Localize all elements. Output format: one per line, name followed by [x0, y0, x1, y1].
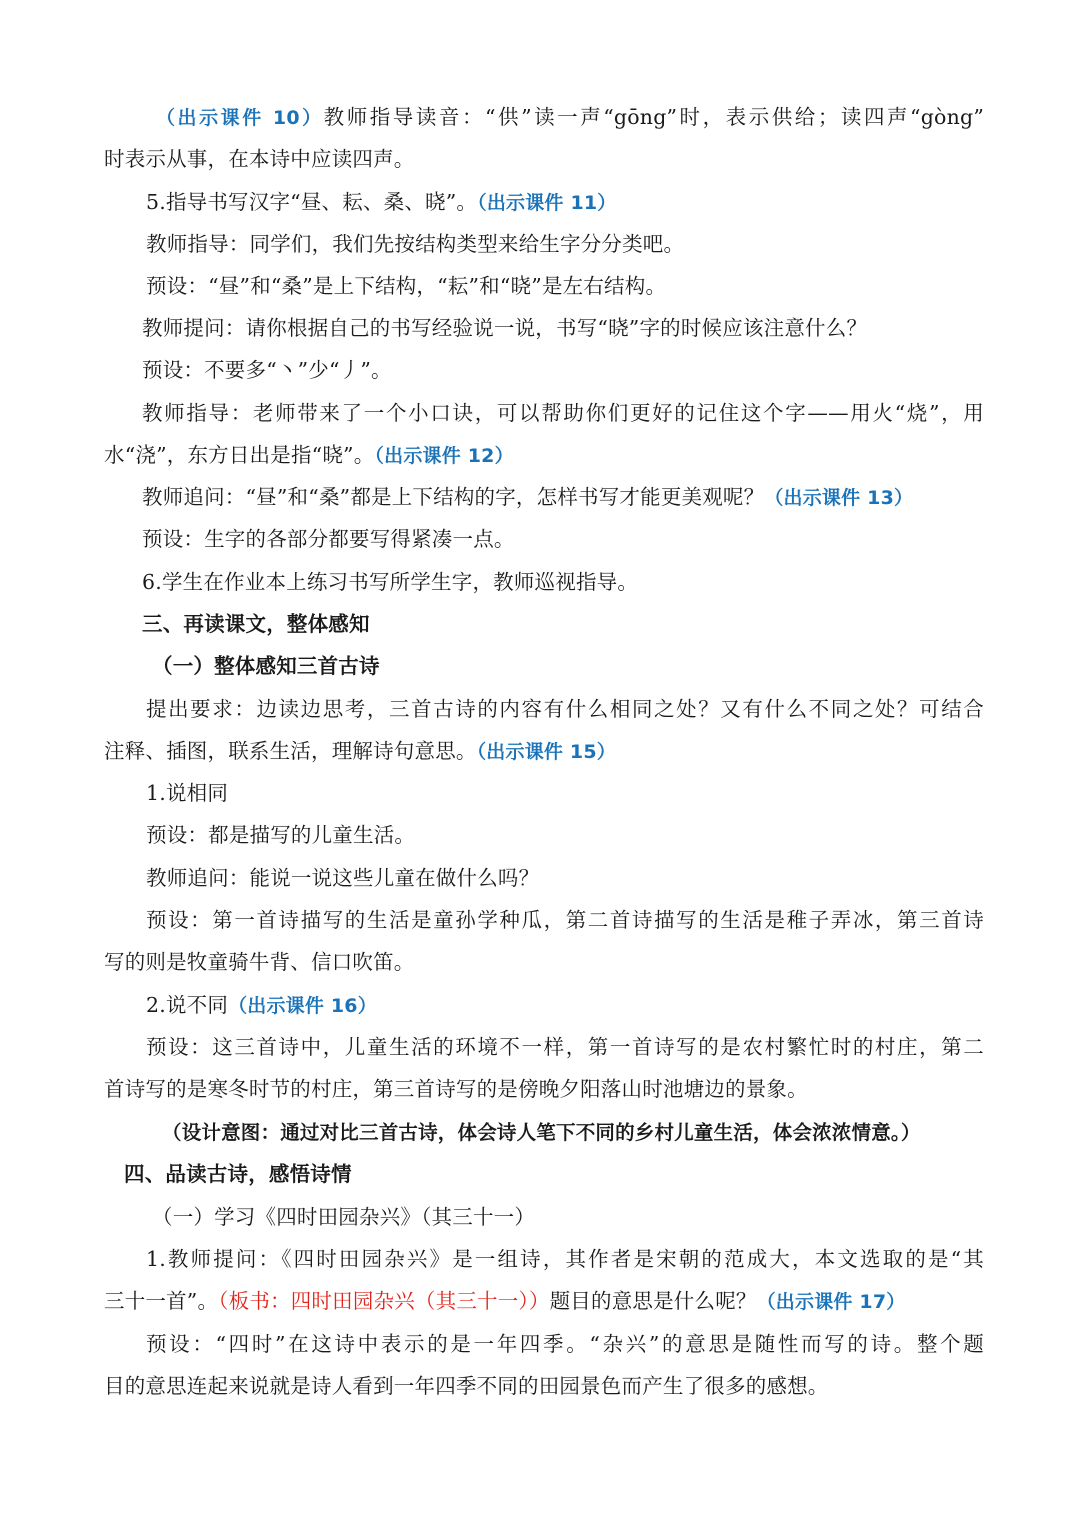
text-segment: （板书：四时田园杂兴（其三十一））: [218, 1289, 550, 1313]
line-11: [104, 518, 1022, 560]
line-4: [104, 223, 1026, 265]
text-segment: 教师追问：“昼”和“桑”都是上下结构的字，怎样书写才能更美观呢？: [142, 485, 765, 509]
text-segment: 教师提问：请你根据自己的书写经验说一说，书写“晓”字的时候应该注意什么？: [142, 316, 868, 340]
line-23: [104, 1026, 984, 1068]
line-2: [104, 138, 984, 180]
line-20: [104, 899, 984, 941]
line-14: [104, 645, 1032, 687]
line-16: [104, 730, 984, 772]
line-12: [104, 561, 1022, 603]
text-segment: 教师指导：老师带来了一个小口诀，可以帮助你们更好的记住这个字——用火“烧”，用: [142, 401, 984, 425]
line-26: [104, 1153, 1004, 1195]
text-segment: 水“浇”，东方日出是指“晓”。: [104, 443, 375, 467]
text-segment: 预设：“四时”在这诗中表示的是一年四季。“杂兴”的意思是随性而写的诗。整个题: [146, 1332, 984, 1356]
text-segment: （一）整体感知三首古诗: [152, 654, 380, 678]
line-6: [104, 307, 1022, 349]
line-3: [104, 181, 1026, 223]
line-17: [104, 772, 1026, 814]
line-28: [104, 1238, 984, 1280]
line-29: [104, 1280, 984, 1322]
text-segment: （出示课件 15）: [476, 741, 616, 763]
text-segment: 2.说不同: [146, 993, 229, 1017]
line-19: [104, 857, 1026, 899]
line-24: [104, 1068, 984, 1110]
text-segment: （出示课件 10）: [156, 107, 324, 129]
text-segment: 教师指导读音：“供”读一声“gōng”时，表示供给；读四声“gòng”: [323, 105, 984, 129]
text-segment: （出示课件 16）: [228, 995, 377, 1017]
line-31: [104, 1365, 984, 1407]
text-segment: 三、再读课文，整体感知: [142, 612, 370, 636]
text-segment: （出示课件 11）: [477, 192, 617, 214]
line-18: [104, 814, 1026, 856]
line-15: [104, 688, 984, 730]
text-segment: （一）学习《四时田园杂兴》（其三十一）: [152, 1205, 536, 1229]
line-7: [104, 349, 1022, 391]
line-22: [104, 984, 1026, 1026]
text-segment: （出示课件 12）: [374, 445, 514, 467]
text-segment: 预设：都是描写的儿童生活。: [146, 823, 416, 847]
text-segment: 注释、插图，联系生活，理解诗句意思。: [104, 739, 477, 763]
text-segment: 预设：第一首诗描写的生活是童孙学种瓜，第二首诗描写的生活是稚子弄冰，第三首诗: [146, 908, 984, 932]
line-13: [104, 603, 1022, 645]
line-8: [104, 392, 984, 434]
text-segment: 教师指导：同学们，我们先按结构类型来给生字分分类吧。: [146, 232, 685, 256]
line-27: [104, 1196, 1032, 1238]
text-segment: 提出要求：边读边思考，三首古诗的内容有什么相同之处？又有什么不同之处？可结合: [146, 697, 984, 721]
text-segment: （设计意图：通过对比三首古诗，体会诗人笔下不同的乡村儿童生活，体会浓浓情意。）: [162, 1121, 921, 1144]
line-30: [104, 1323, 984, 1365]
text-segment: 三十一首”。: [104, 1289, 219, 1313]
line-1: [104, 96, 984, 138]
line-5: [104, 265, 1026, 307]
text-segment: 目的意思连起来说就是诗人看到一年四季不同的田园景色而产生了很多的感想。: [104, 1374, 829, 1398]
text-segment: （出示课件 17）: [756, 1291, 906, 1313]
text-segment: 1.教师提问：《四时田园杂兴》是一组诗，其作者是宋朝的范成大，本文选取的是“其: [146, 1247, 984, 1271]
text-segment: 写的则是牧童骑牛背、信口吹笛。: [104, 950, 415, 974]
text-segment: 1.说相同: [146, 781, 229, 805]
text-segment: 教师追问：能说一说这些儿童在做什么吗？: [146, 866, 540, 890]
text-segment: 5.指导书写汉字“昼、耘、桑、晓”。: [146, 190, 478, 214]
text-segment: 预设：这三首诗中，儿童生活的环境不一样，第一首诗写的是农村繁忙时的村庄，第二: [146, 1035, 984, 1059]
text-segment: 首诗写的是寒冬时节的村庄，第三首诗写的是傍晚夕阳落山时池塘边的景象。: [104, 1077, 808, 1101]
line-25: [104, 1111, 984, 1153]
text-segment: 预设：“昼”和“桑”是上下结构，“耘”和“晓”是左右结构。: [146, 274, 667, 298]
line-21: [104, 941, 984, 983]
line-9: [104, 434, 984, 476]
text-segment: 预设：生字的各部分都要写得紧凑一点。: [142, 527, 515, 551]
text-segment: 题目的意思是什么呢？: [549, 1289, 757, 1313]
text-segment: 预设：不要多“丶”少“丿”。: [142, 358, 392, 382]
text-segment: 6.学生在作业本上练习书写所学生字，教师巡视指导。: [142, 570, 639, 594]
text-segment: （出示课件 13）: [764, 487, 914, 509]
text-segment: 时表示从事，在本诗中应读四声。: [104, 147, 415, 171]
text-segment: 四、品读古诗，感悟诗情: [124, 1162, 352, 1186]
line-10: [104, 476, 1022, 518]
